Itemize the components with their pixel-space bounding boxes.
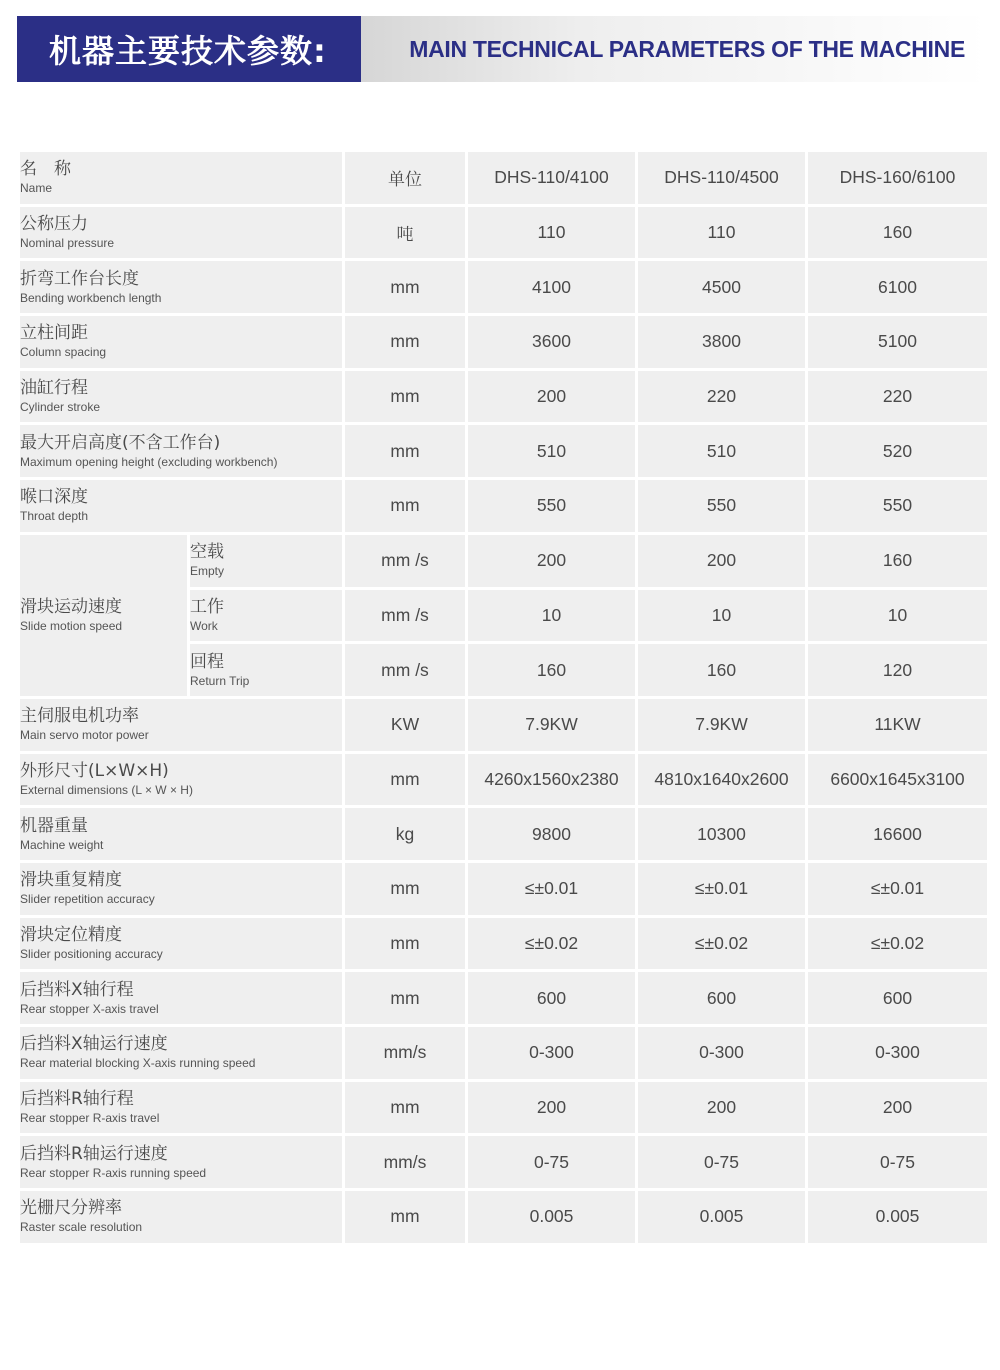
table-header-row [19, 151, 989, 206]
param-value: 600 [807, 971, 989, 1026]
param-value: 0.005 [807, 1190, 989, 1245]
param-value: 3800 [637, 315, 807, 370]
param-value: 200 [467, 1080, 637, 1135]
param-unit: mm [344, 260, 467, 315]
param-name-en: Slider repetition accuracy [20, 892, 155, 907]
table-row [19, 315, 989, 370]
param-value: 10 [467, 588, 637, 643]
param-value: 0-300 [807, 1026, 989, 1081]
param-value: 200 [637, 1080, 807, 1135]
param-value: 200 [467, 369, 637, 424]
param-unit: mm/s [344, 1026, 467, 1081]
header-unit: 单位 [344, 151, 467, 206]
param-unit: mm /s [344, 643, 467, 698]
sub-param-name [189, 643, 344, 698]
param-value: 520 [807, 424, 989, 479]
param-value: 160 [467, 643, 637, 698]
param-name-zh: 主伺服电机功率 [20, 706, 139, 727]
param-name-zh: 油缸行程 [20, 378, 88, 399]
param-unit: mm /s [344, 533, 467, 588]
param-value: ≤±0.01 [467, 861, 637, 916]
param-value: 220 [807, 369, 989, 424]
param-name-en: Throat depth [20, 509, 89, 524]
param-name [19, 1026, 344, 1081]
param-name-en: Bending workbench length [20, 290, 162, 305]
param-name-zh: 后挡料X轴行程 [20, 979, 134, 1000]
param-value: 160 [637, 643, 807, 698]
param-value: 9800 [467, 807, 637, 862]
param-unit: 吨 [344, 205, 467, 260]
param-unit: mm [344, 1190, 467, 1245]
param-unit: mm [344, 424, 467, 479]
table-row [19, 1026, 989, 1081]
param-name [19, 260, 344, 315]
param-value: 0.005 [467, 1190, 637, 1245]
param-unit: mm [344, 916, 467, 971]
param-value: ≤±0.02 [467, 916, 637, 971]
param-value: 550 [637, 479, 807, 534]
param-value: 7.9KW [637, 697, 807, 752]
param-value: 0-75 [467, 1135, 637, 1190]
param-unit: kg [344, 807, 467, 862]
param-value: 4100 [467, 260, 637, 315]
param-value: 0-75 [637, 1135, 807, 1190]
param-name-en: Main servo motor power [20, 728, 149, 743]
param-value: 6600x1645x3100 [807, 752, 989, 807]
param-value: 0-75 [807, 1135, 989, 1190]
sub-param-name-zh: 回程 [190, 651, 224, 672]
param-name-zh: 立柱间距 [20, 323, 88, 344]
sub-param-name-en: Return Trip [190, 673, 250, 688]
param-name-zh: 喉口深度 [20, 487, 88, 508]
param-value: 200 [807, 1080, 989, 1135]
param-name [19, 205, 344, 260]
table-row [19, 205, 989, 260]
param-value: 0-300 [637, 1026, 807, 1081]
param-name-en: Cylinder stroke [20, 400, 101, 415]
param-name [19, 315, 344, 370]
header-name-en: Name [20, 181, 53, 196]
param-value: 200 [467, 533, 637, 588]
param-name-zh: 折弯工作台长度 [20, 268, 139, 289]
param-value: 11KW [807, 697, 989, 752]
param-name [19, 369, 344, 424]
param-value: 10 [637, 588, 807, 643]
param-unit: mm [344, 861, 467, 916]
param-name [19, 752, 344, 807]
sub-param-name-en: Work [190, 618, 218, 633]
table-row [19, 807, 989, 862]
param-unit: mm [344, 971, 467, 1026]
param-value: 6100 [807, 260, 989, 315]
table-row [19, 971, 989, 1026]
table-row [19, 861, 989, 916]
sub-param-name-zh: 工作 [190, 596, 224, 617]
header-model-2: DHS-110/4500 [637, 151, 807, 206]
param-value: 3600 [467, 315, 637, 370]
header-name-cell [19, 151, 344, 206]
param-name-zh: 后挡料X轴运行速度 [20, 1034, 168, 1055]
param-name [19, 1190, 344, 1245]
header-model-3: DHS-160/6100 [807, 151, 989, 206]
param-unit: mm [344, 752, 467, 807]
param-name-zh: 外形尺寸(L×W×H) [20, 760, 169, 781]
param-value: 600 [637, 971, 807, 1026]
param-name [19, 861, 344, 916]
param-name-en: Nominal pressure [20, 236, 115, 251]
param-name-zh: 滑块定位精度 [20, 924, 122, 945]
param-name-en: Slide motion speed [20, 618, 123, 633]
param-value: 510 [637, 424, 807, 479]
param-value: ≤±0.01 [807, 861, 989, 916]
param-value: ≤±0.02 [807, 916, 989, 971]
param-name-en: External dimensions (L × W × H) [20, 782, 193, 797]
table-row [19, 1190, 989, 1245]
param-value: 4500 [637, 260, 807, 315]
param-name-en: Column spacing [20, 345, 107, 360]
header-model-1: DHS-110/4100 [467, 151, 637, 206]
param-unit: mm [344, 1080, 467, 1135]
param-name-en: Raster scale resolution [20, 1220, 143, 1235]
param-name-zh: 滑块运动速度 [20, 596, 122, 617]
param-name-en: Rear material blocking X-axis running speed [20, 1056, 256, 1071]
param-value: 10300 [637, 807, 807, 862]
param-unit: mm [344, 369, 467, 424]
table-row [19, 1135, 989, 1190]
table-row [19, 533, 989, 588]
param-value: 4260x1560x2380 [467, 752, 637, 807]
param-name [19, 1080, 344, 1135]
param-value: 110 [637, 205, 807, 260]
param-name [19, 971, 344, 1026]
param-name [19, 697, 344, 752]
param-unit: mm/s [344, 1135, 467, 1190]
param-value: 4810x1640x2600 [637, 752, 807, 807]
param-value: 10 [807, 588, 989, 643]
param-unit: mm [344, 315, 467, 370]
param-value: ≤±0.02 [637, 916, 807, 971]
table-row [19, 369, 989, 424]
table-row [19, 752, 989, 807]
spec-table [17, 149, 990, 1246]
sub-param-name [189, 588, 344, 643]
param-value: 160 [807, 533, 989, 588]
param-name-en: Rear stopper R-axis travel [20, 1111, 160, 1126]
param-name-zh: 光栅尺分辨率 [20, 1198, 122, 1219]
param-value: 0-300 [467, 1026, 637, 1081]
param-unit: mm /s [344, 588, 467, 643]
param-value: 160 [807, 205, 989, 260]
param-unit: mm [344, 479, 467, 534]
title-en-text: MAIN TECHNICAL PARAMETERS OF THE MACHINE [409, 35, 965, 62]
sub-param-name-en: Empty [190, 564, 225, 579]
param-value: 7.9KW [467, 697, 637, 752]
param-value: 550 [467, 479, 637, 534]
param-name-zh: 最大开启高度(不含工作台) [20, 432, 221, 453]
table-row [19, 260, 989, 315]
table-row [19, 1080, 989, 1135]
param-unit: KW [344, 697, 467, 752]
param-name-zh: 后挡料R轴行程 [20, 1089, 134, 1110]
param-name-en: Machine weight [20, 837, 104, 852]
param-value: 510 [467, 424, 637, 479]
param-value: 16600 [807, 807, 989, 862]
param-value: 220 [637, 369, 807, 424]
slide-speed-name [19, 533, 189, 697]
param-name [19, 424, 344, 479]
param-name-zh: 滑块重复精度 [20, 870, 122, 891]
param-value: 110 [467, 205, 637, 260]
param-name-en: Rear stopper R-axis running speed [20, 1165, 207, 1180]
param-value: 200 [637, 533, 807, 588]
title-zh-text: 机器主要技术参数: [49, 32, 327, 70]
param-value: 600 [467, 971, 637, 1026]
param-value: 120 [807, 643, 989, 698]
param-name [19, 916, 344, 971]
sub-param-name-zh: 空载 [190, 542, 224, 563]
header-title-en [361, 16, 987, 82]
table-row [19, 479, 989, 534]
header-name-zh: 名 称 [20, 159, 71, 180]
param-value: 550 [807, 479, 989, 534]
param-name-en: Maximum opening height (excluding workbench) [20, 454, 278, 469]
param-name-en: Slider positioning accuracy [20, 946, 163, 961]
param-name-zh: 机器重量 [20, 815, 88, 836]
param-name-zh: 后挡料R轴运行速度 [20, 1143, 168, 1164]
param-name [19, 807, 344, 862]
param-name [19, 479, 344, 534]
param-name-zh: 公称压力 [20, 214, 88, 235]
header-title-zh [17, 16, 361, 82]
param-name-en: Rear stopper X-axis travel [20, 1001, 159, 1016]
param-value: 0.005 [637, 1190, 807, 1245]
sub-param-name [189, 533, 344, 588]
param-value: 5100 [807, 315, 989, 370]
table-row [19, 916, 989, 971]
param-name [19, 1135, 344, 1190]
table-row [19, 697, 989, 752]
table-row [19, 424, 989, 479]
param-value: ≤±0.01 [637, 861, 807, 916]
